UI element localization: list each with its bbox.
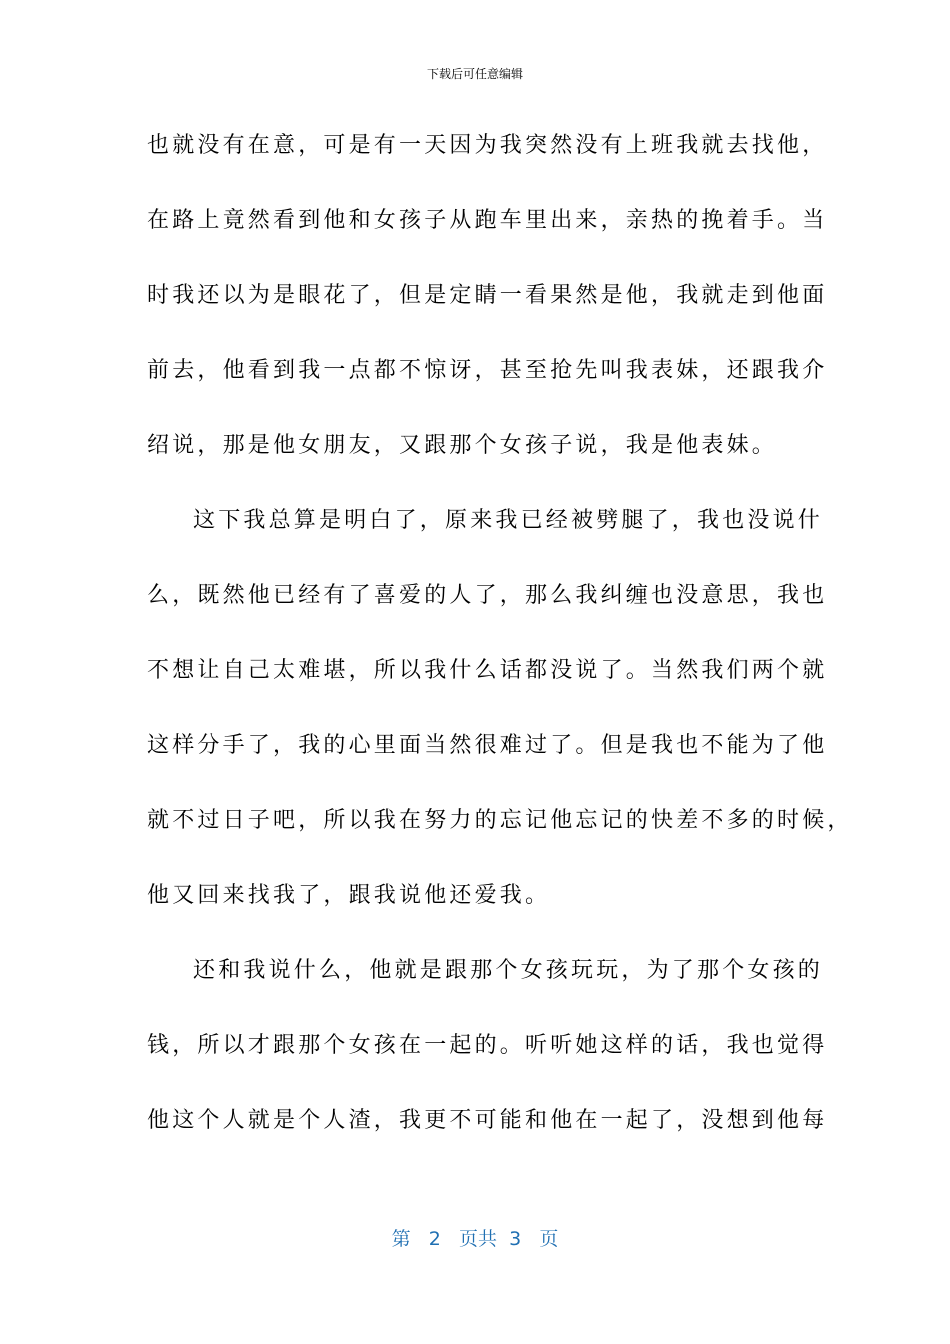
body-line: 时我还以为是眼花了，但是定睛一看果然是他，我就走到他面 (147, 283, 828, 308)
body-line: 他这个人就是个人渣，我更不可能和他在一起了，没想到他每 (147, 1108, 828, 1133)
body-line: 绍说，那是他女朋友，又跟那个女孩子说，我是他表妹。 (147, 433, 778, 458)
header-note: 下载后可任意编辑 (426, 67, 523, 81)
page-suffix: 页 (539, 1228, 559, 1250)
body-line: 不想让自己太难堪，所以我什么话都没说了。当然我们两个就 (147, 658, 828, 683)
page-mid: 页共 (459, 1228, 498, 1250)
body-line: 也就没有在意，可是有一天因为我突然没有上班我就去找他， (147, 133, 828, 158)
body-line: 就不过日子吧，所以我在努力的忘记他忘记的快差不多的时候， (147, 808, 853, 833)
body-line: 这下我总算是明白了，原来我已经被劈腿了，我也没说什 (193, 508, 824, 533)
body-line: 前去，他看到我一点都不惊讶，甚至抢先叫我表妹，还跟我介 (147, 358, 828, 383)
page-current: 2 (428, 1228, 441, 1250)
page-total: 3 (509, 1228, 522, 1250)
body-line: 还和我说什么，他就是跟那个女孩玩玩，为了那个女孩的 (193, 958, 824, 983)
page-footer (0, 1226, 950, 1252)
page-prefix: 第 (391, 1228, 411, 1250)
body-line: 么，既然他已经有了喜爱的人了，那么我纠缠也没意思，我也 (147, 583, 828, 608)
body-line: 这样分手了，我的心里面当然很难过了。但是我也不能为了他 (147, 733, 828, 758)
body-line: 他又回来找我了，跟我说他还爱我。 (147, 883, 551, 908)
body-line: 钱，所以才跟那个女孩在一起的。听听她这样的话，我也觉得 (147, 1033, 828, 1058)
body-line: 在路上竟然看到他和女孩子从跑车里出来，亲热的挽着手。当 (147, 208, 828, 233)
